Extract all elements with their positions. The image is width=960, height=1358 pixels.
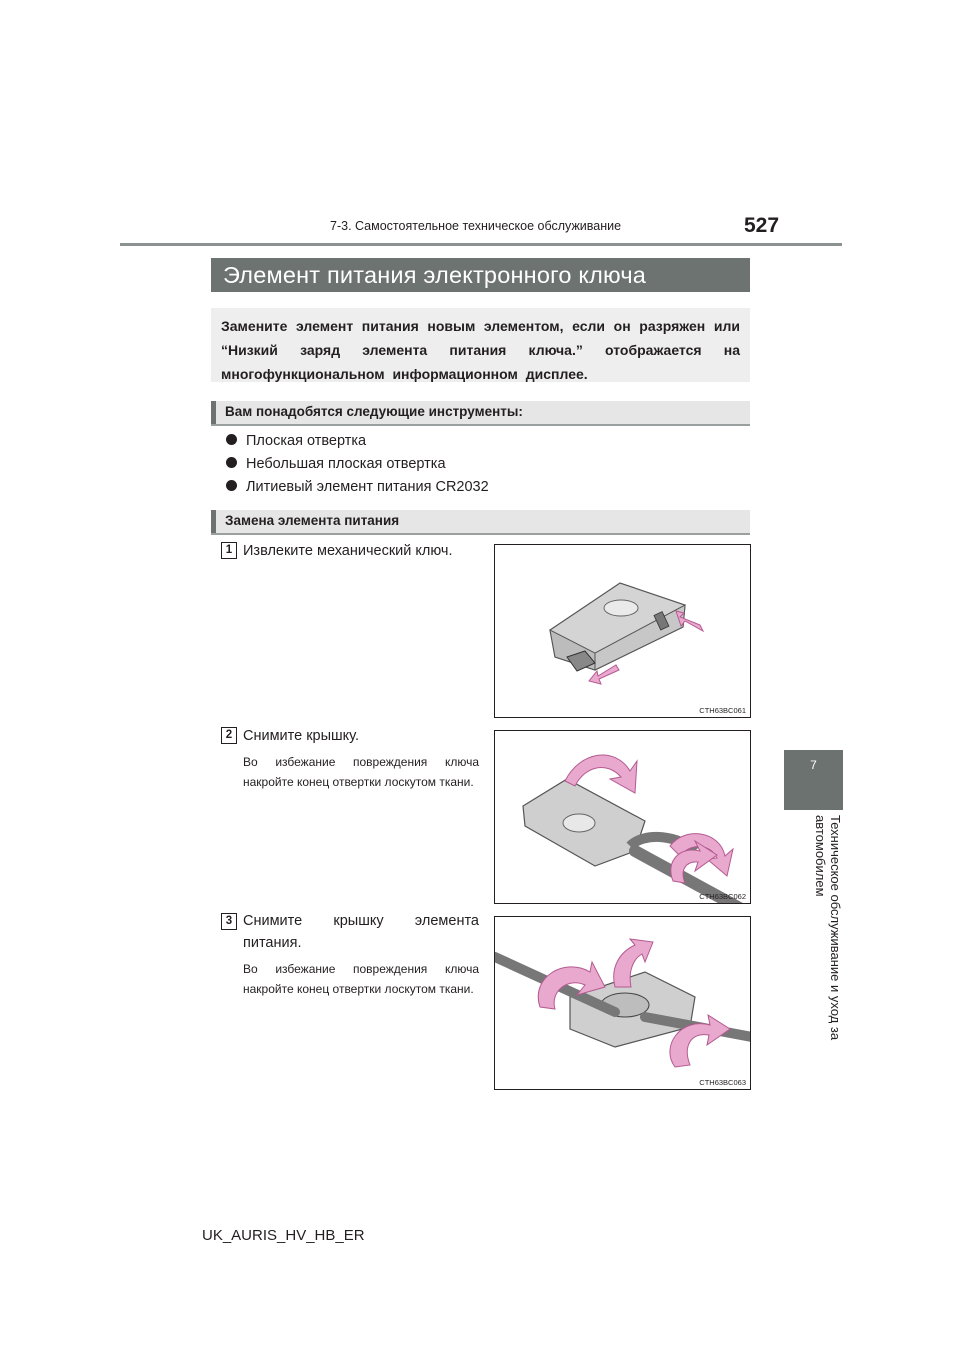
chapter-title: Техническое обслуживание и уход за автомобилем: [813, 815, 843, 1041]
step-number: 2: [221, 727, 237, 744]
chapter-number: 7: [810, 758, 817, 772]
bullet-icon: [226, 434, 237, 445]
page-heading-bar: [211, 258, 750, 292]
intro-box: Замените элемент питания новым элементом, если он разряжен или “Низкий заряд элемента питания ключа.” отображается на многофункциональном информационном дисплее.: [211, 308, 750, 382]
figure-code: CTH63BC061: [699, 706, 746, 715]
list-item: [226, 456, 446, 472]
step-note: Во избежание повреждения ключа накройте конец отвертки лоскутом ткани.: [243, 962, 479, 996]
page-number: 527: [744, 214, 780, 237]
replacement-heading: Замена элемента питания: [225, 513, 400, 528]
figure-remove-mechanical-key: [494, 544, 751, 718]
key-illustration: [495, 545, 751, 718]
page-heading: Элемент питания электронного ключа: [223, 262, 647, 288]
list-item: [226, 433, 366, 449]
tool-label: Литиевый элемент питания CR2032: [246, 479, 489, 495]
figure-code: CTH63BC062: [699, 892, 746, 901]
list-item: [226, 479, 489, 495]
figure-remove-cover: [494, 730, 751, 904]
step-text: Извлеките механический ключ.: [243, 543, 453, 559]
chapter-tab[interactable]: [784, 750, 843, 810]
step-text: Снимите крышку.: [243, 728, 360, 744]
tool-label: Небольшая плоская отвертка: [246, 456, 446, 472]
tools-heading-bar: [211, 401, 750, 426]
figure-code: CTH63BC063: [699, 1078, 746, 1087]
section-title: 7-3. Самостоятельное техническое обслуживание: [330, 219, 622, 233]
tool-label: Плоская отвертка: [246, 433, 367, 449]
key-illustration: [495, 917, 751, 1090]
figure-remove-battery-cover: [494, 916, 751, 1090]
step-number: 3: [221, 913, 237, 930]
bullet-icon: [226, 480, 237, 491]
header-rule: [120, 243, 842, 246]
step-number: 1: [221, 542, 237, 559]
tools-heading: Вам понадобятся следующие инструменты:: [225, 404, 523, 419]
step-text: Снимите крышку элемента питания.: [243, 913, 479, 951]
footer-document-id: UK_AURIS_HV_HB_ER: [202, 1227, 365, 1244]
replacement-heading-bar: [211, 510, 750, 535]
key-illustration: [495, 731, 751, 904]
bullet-icon: [226, 457, 237, 468]
step-note: Во избежание повреждения ключа накройте конец отвертки лоскутом ткани.: [243, 755, 479, 789]
